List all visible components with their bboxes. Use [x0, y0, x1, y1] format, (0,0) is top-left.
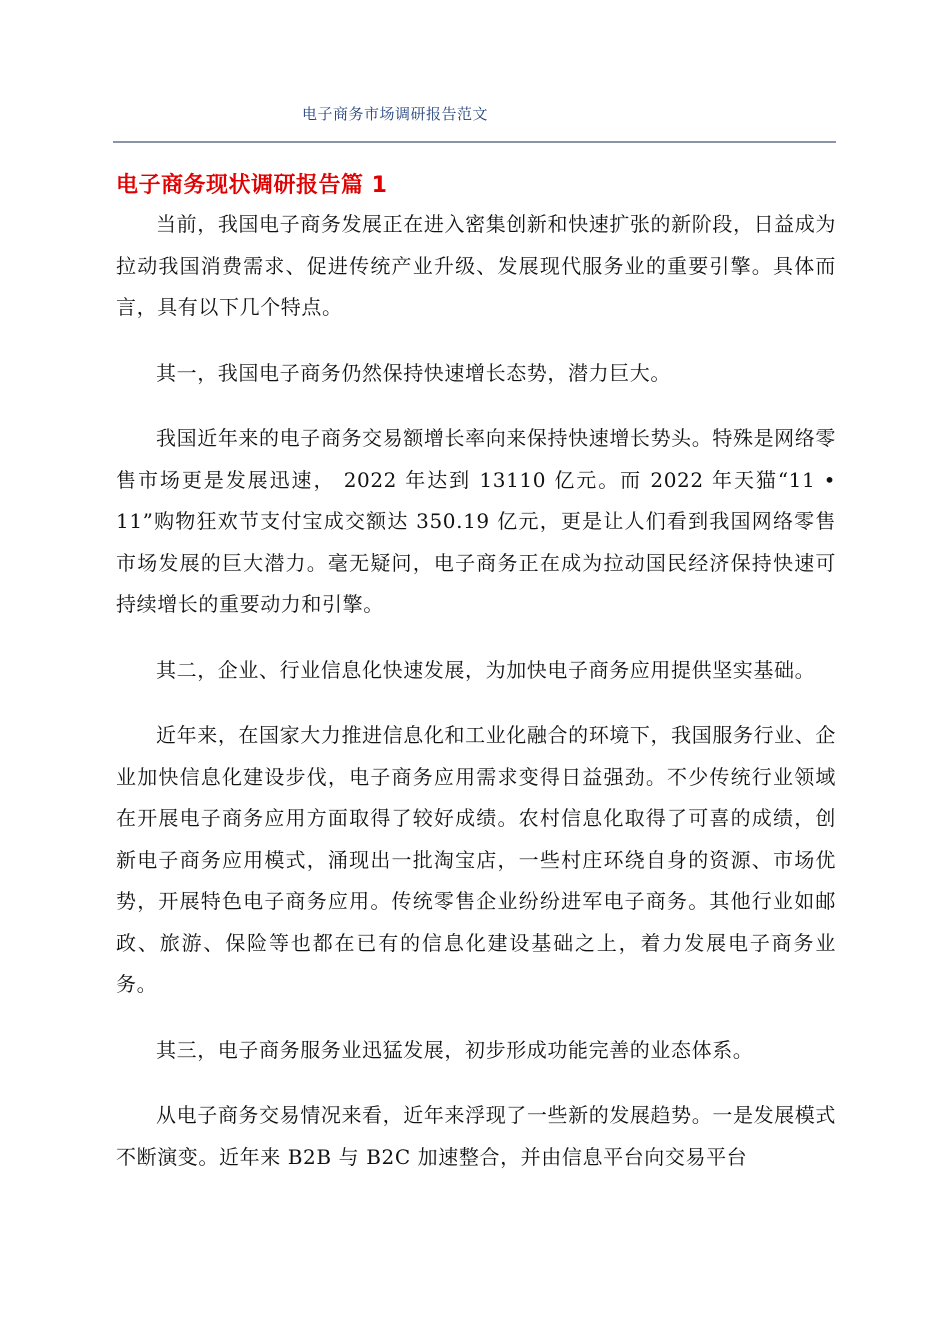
running-header: 电子商务市场调研报告范文 — [302, 105, 489, 123]
paragraph-point-2-body: 近年来，在国家大力推进信息化和工业化融合的环境下，我国服务行业、企业加快信息化建设步伐，电子商务应用需求变得日益强劲。不少传统行业领域在开展电子商务应用方面取得了较好成绩。农村信息化取得了可喜的成绩，创新电子商务应用模式，涌现出一批淘宝店，一些村庄环绕自身的资源、市场优势，开展特色电子商务应用。传统零售企业纷纷进军电子商务。其他行业如邮政、旅游、保险等也都在已有的信息化建设基础之上，着力发展电子商务业务。 — [116, 723, 836, 996]
paragraph-point-3-heading: 其三，电子商务服务业迅猛发展，初步形成功能完善的业态体系。 — [156, 1037, 754, 1062]
paragraph-point-1-heading: 其一，我国电子商务仍然保持快速增长态势，潜力巨大。 — [156, 360, 671, 385]
paragraph-point-2-heading: 其二，企业、行业信息化快速发展，为加快电子商务应用提供坚实基础。 — [156, 657, 816, 682]
header-divider — [113, 141, 836, 143]
paragraph-point-1-body: 我国近年来的电子商务交易额增长率向来保持快速增长势头。特殊是网络零售市场更是发展迅速， 2022 年达到 13110 亿元。而 2022 年天猫“11 • 11”购物狂欢节支付宝成交额达 350.19 亿元，更是让人们看到我国网络零售市场发展的巨大潜力。毫无疑问，电子商务正在成为拉动国民经济保持快速可持续增长的重要动力和引擎。 — [116, 426, 836, 616]
document-body — [116, 204, 836, 1202]
paragraph-point-3-body: 从电子商务交易情况来看，近年来浮现了一些新的发展趋势。一是发展模式不断演变。近年来 B2B 与 B2C 加速整合，并由信息平台向交易平台 — [116, 1103, 836, 1169]
document-title: 电子商务现状调研报告篇 1 — [116, 173, 388, 198]
paragraph-intro: 当前，我国电子商务发展正在进入密集创新和快速扩张的新阶段，日益成为拉动我国消费需求、促进传统产业升级、发展现代服务业的重要引擎。具体而言，具有以下几个特点。 — [116, 212, 836, 319]
